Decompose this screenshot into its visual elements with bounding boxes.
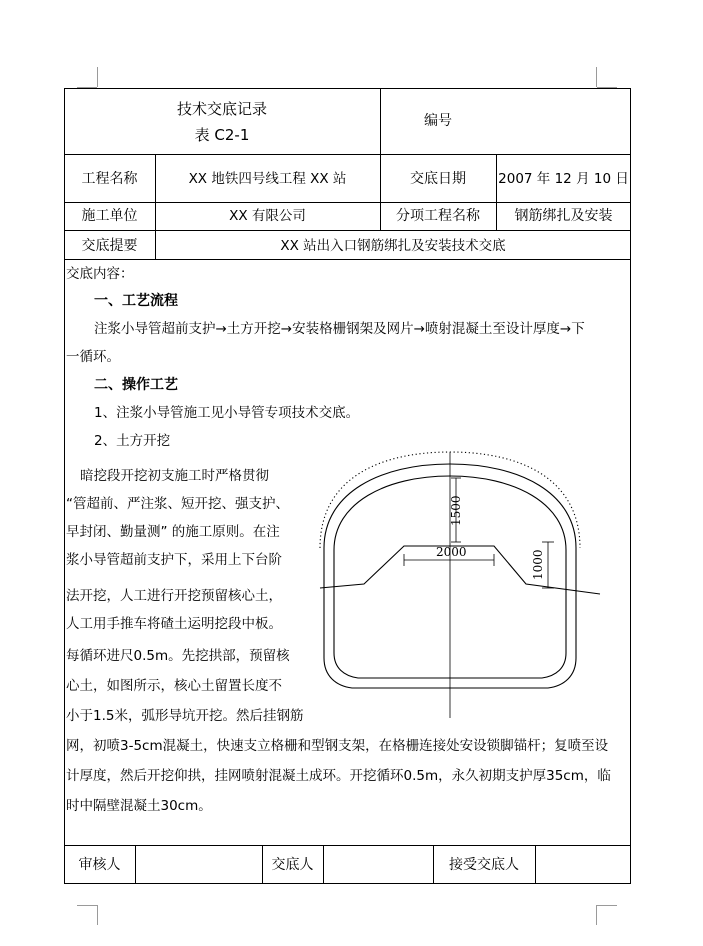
dim-label-2000: 2000 bbox=[436, 545, 467, 559]
subproject-label: 分项工程名称 bbox=[396, 208, 480, 224]
reviewer-label: 审核人 bbox=[78, 857, 121, 873]
paragraph-line: 小于1.5米，弧形导坑开挖。然后挂钢筋 bbox=[66, 708, 304, 724]
paragraph-line: 浆小导管超前支护下，采用上下台阶 bbox=[66, 552, 282, 568]
section-title: 一、工艺流程 bbox=[94, 293, 178, 309]
paragraph-line: 时中隔壁混凝土30cm。 bbox=[66, 798, 212, 814]
paragraph-line: 网，初喷3-5cm混凝土，快速支立格栅和型钢支架，在格栅连接处安设锁脚锚杆；复喷至设 bbox=[66, 738, 609, 754]
crop-mark bbox=[596, 67, 597, 87]
crop-mark bbox=[597, 905, 617, 906]
form-number: 表 C2-1 bbox=[194, 126, 250, 144]
list-item: 1、注浆小导管施工见小导管专项技术交底。 bbox=[94, 405, 360, 421]
crop-mark bbox=[97, 905, 98, 925]
dim-label-1500: 1500 bbox=[449, 495, 463, 526]
col-divider bbox=[135, 845, 136, 884]
project-name-label: 工程名称 bbox=[81, 171, 138, 187]
project-name-value[interactable]: XX 地铁四号线工程 XX 站 bbox=[188, 171, 347, 187]
paragraph-line: 人工用手推车将碴土运明挖段中板。 bbox=[66, 616, 282, 632]
dim-label-1000: 1000 bbox=[531, 549, 545, 580]
content-heading: 交底内容： bbox=[66, 266, 134, 282]
disclosure-date-value[interactable]: 2007 年 12 月 10 日 bbox=[498, 171, 629, 187]
paragraph-line: 计厚度，然后开挖仰拱，挂网喷射混凝土成环。开挖循环0.5m，永久初期支护厚35cm，临 bbox=[66, 768, 611, 784]
row-divider bbox=[64, 154, 631, 155]
row-divider bbox=[64, 230, 631, 231]
crop-mark bbox=[77, 905, 97, 906]
paragraph-line: 一循环。 bbox=[66, 349, 120, 365]
col-divider bbox=[323, 845, 324, 884]
row-divider bbox=[64, 259, 631, 260]
col-divider bbox=[535, 845, 536, 884]
paragraph-line: 每循环进尺0.5m。先挖拱部，预留核 bbox=[66, 648, 290, 664]
section-title: 二、操作工艺 bbox=[94, 377, 178, 393]
summary-value[interactable]: XX 站出入口钢筋绑扎及安装技术交底 bbox=[280, 238, 506, 254]
paragraph-line: 注浆小导管超前支护→土方开挖→安装格栅钢架及网片→喷射混凝土至设计厚度→下 bbox=[94, 321, 585, 337]
serial-number-label: 编号 bbox=[424, 113, 452, 129]
paragraph-line: 心土，如图所示，核心土留置长度不 bbox=[66, 678, 282, 694]
disclosure-date-label: 交底日期 bbox=[410, 171, 466, 187]
tunnel-section-diagram bbox=[290, 448, 610, 728]
paragraph-line: 暗挖段开挖初支施工时严格贯彻 bbox=[80, 468, 269, 484]
crop-mark bbox=[97, 67, 98, 87]
form-title: 技术交底记录 bbox=[176, 100, 267, 118]
paragraph-line: 早封闭、勤量测” 的施工原则。在注 bbox=[66, 524, 280, 540]
list-item: 2、土方开挖 bbox=[94, 433, 171, 449]
receiver-label: 接受交底人 bbox=[449, 857, 519, 873]
construction-unit-value[interactable]: XX 有限公司 bbox=[229, 208, 306, 224]
discloser-label: 交底人 bbox=[271, 857, 314, 873]
row-divider bbox=[64, 845, 631, 846]
crop-mark bbox=[596, 905, 597, 925]
paragraph-line: “管超前、严注浆、短开挖、强支护、 bbox=[66, 496, 289, 512]
subproject-value[interactable]: 钢筋绑扎及安装 bbox=[514, 208, 613, 224]
summary-label: 交底提要 bbox=[81, 238, 138, 254]
row-divider bbox=[64, 202, 631, 203]
paragraph-line: 法开挖，人工进行开挖预留核心土， bbox=[66, 588, 282, 604]
construction-unit-label: 施工单位 bbox=[81, 208, 138, 224]
